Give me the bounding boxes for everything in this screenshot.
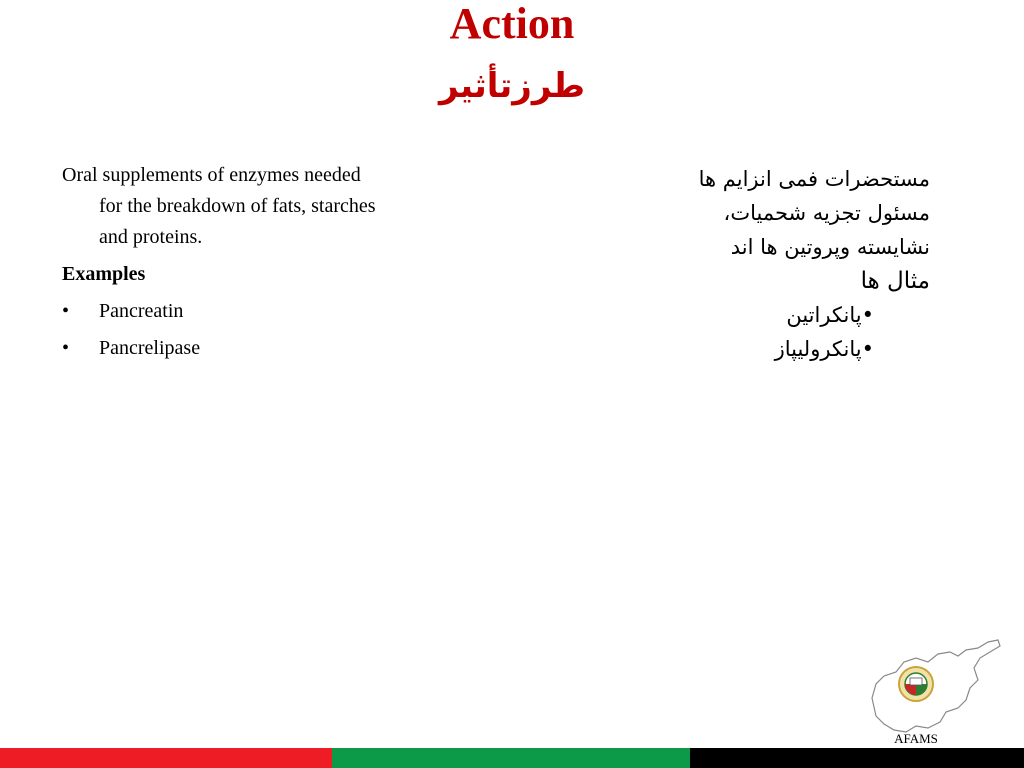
slide-title: Action xyxy=(449,0,575,48)
flag-bar-green xyxy=(332,748,690,768)
persian-examples-heading: مثال ها xyxy=(860,268,930,294)
emblem-book xyxy=(910,678,922,685)
examples-heading: Examples xyxy=(62,263,146,285)
persian-text-line: نشایسته وپروتین ها اند xyxy=(730,235,930,259)
bullet-icon: • xyxy=(62,300,70,322)
slide-subtitle: طرزتأثیر xyxy=(438,66,586,106)
flag-bar-red xyxy=(0,748,332,768)
example-label: Pancreatin xyxy=(99,300,184,322)
description-paragraph: Oral supplements of enzymes needed for the breakdown of fats, starches and proteins. xyxy=(62,164,376,248)
english-content xyxy=(62,160,378,370)
list-item xyxy=(62,296,378,327)
example-label: Pancrelipase xyxy=(99,337,201,359)
persian-text-line: مسئول تجزیه شحمیات، xyxy=(723,201,930,225)
afghanistan-map-logo-icon xyxy=(866,636,1002,740)
afams-label: AFAMS xyxy=(894,731,938,746)
persian-list-item: •پانکراتین xyxy=(786,303,874,327)
bullet-icon: • xyxy=(62,337,70,359)
flag-color-bar xyxy=(0,748,1024,768)
persian-list-item: •پانکرولیپاز xyxy=(774,337,874,361)
persian-text-line: مستحضرات فمی انزایم ها xyxy=(698,167,930,191)
persian-content xyxy=(560,162,930,366)
map-outline xyxy=(872,640,1000,732)
flag-bar-black xyxy=(690,748,1024,768)
list-item xyxy=(62,333,378,364)
